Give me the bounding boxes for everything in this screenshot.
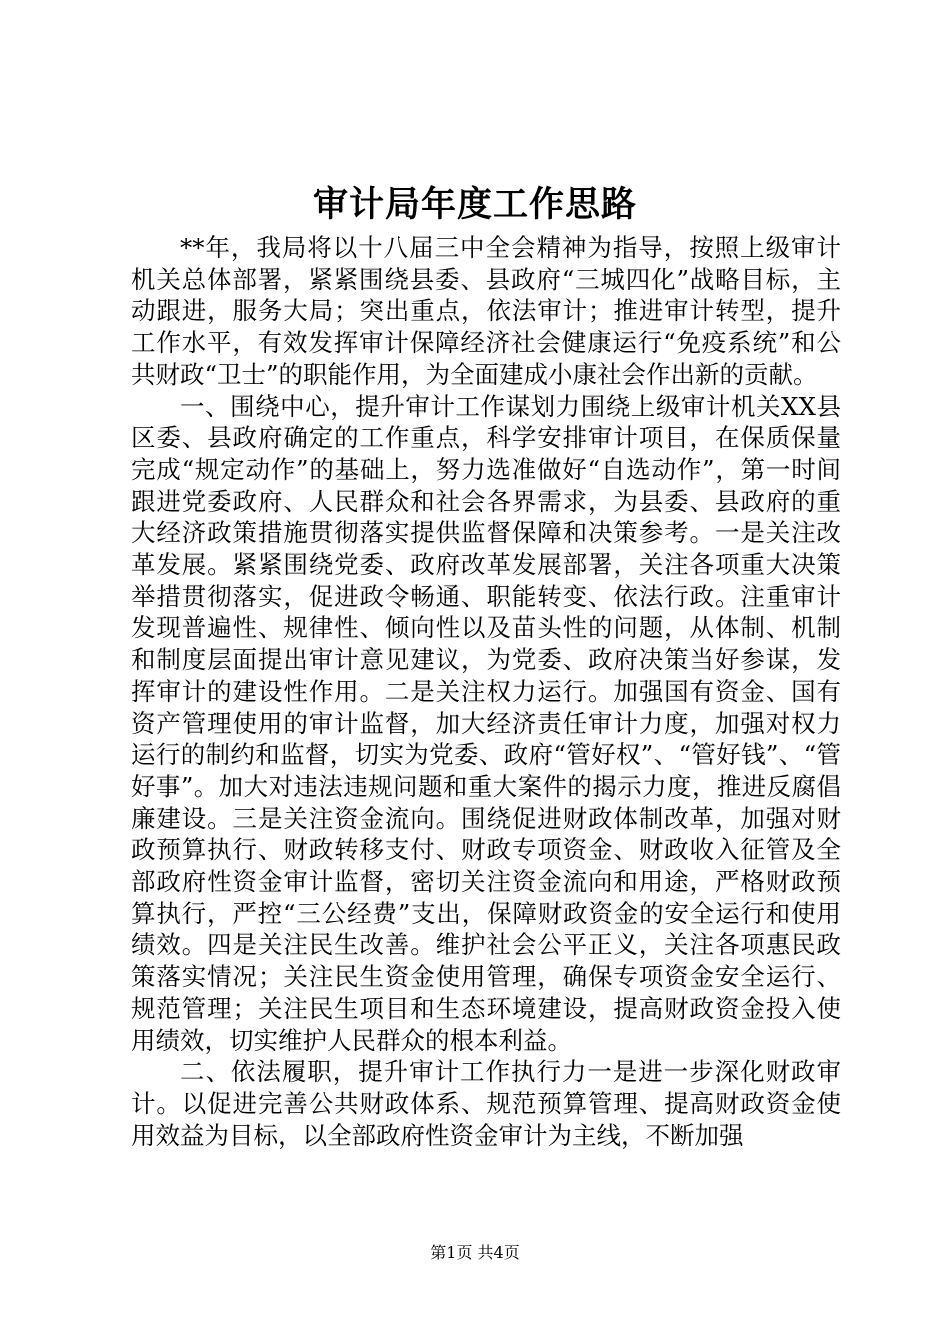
paragraph-section-one: 一、围绕中心，提升审计工作谋划力围绕上级审计机关XX县区委、县政府确定的工作重点，科学安排审计项目，在保质保量完成“规定动作”的基础上，努力选准做好“自选动作”，第一时间跟进党委政府、人民群众和社会各界需求，为县委、县政府的重大经济政策措施贯彻落实提供监督保障和决策参考。一是关注改革发展。紧紧围绕党委、政府改革发展部署，关注各项重大决策举措贯彻落实，促进政令畅通、职能转变、依法行政。注重审计发现普遍性、规律性、倾向性以及苗头性的问题，从体制、机制和制度层面提出审计意见建议，为党委、政府决策当好参谋，发挥审计的建设性作用。二是关注权力运行。加强国有资金、国有资产管理使用的审计监督，加大经济责任审计力度，加强对权力运行的制约和监督，切实为党委、政府“管好权”、“管好钱”、“管好事”。加大对违法违规问题和重大案件的揭示力度，推进反腐倡廉建设。三是关注资金流向。围绕促进财政体制改革，加强对财政预算执行、财政转移支付、财政专项资金、财政收入征管及全部政府性资金审计监督，密切关注资金流向和用途，严格财政预算执行，严控“三公经费”支出，保障财政资金的安全运行和使用绩效。四是关注民生改善。维护社会公平正义，关注各项惠民政策落实情况；关注民生资金使用管理，确保专项资金安全运行、规范管理；关注民生项目和生态环境建设，提高财政资金投入使用绩效，切实维护人民群众的根本利益。	[131, 391, 841, 1055]
paragraph-section-two: 二、依法履职，提升审计工作执行力一是进一步深化财政审计。以促进完善公共财政体系、规范预算管理、提高财政资金使用效益为目标，以全部政府性资金审计为主线，不断加强	[131, 1057, 841, 1150]
paragraph-intro: **年，我局将以十八届三中全会精神为指导，按照上级审计机关总体部署，紧紧围绕县委、县政府“三城四化”战略目标，主动跟进，服务大局；突出重点，依法审计；推进审计转型，提升工作水平，有效发挥审计保障经济社会健康运行“免疫系统”和公共财政“卫士”的职能作用，为全面建成小康社会作出新的贡献。	[131, 233, 841, 389]
page-number-footer: 第1页 共4页	[430, 1243, 520, 1262]
document-body	[131, 232, 841, 1151]
document-title: 审计局年度工作思路	[312, 184, 637, 225]
